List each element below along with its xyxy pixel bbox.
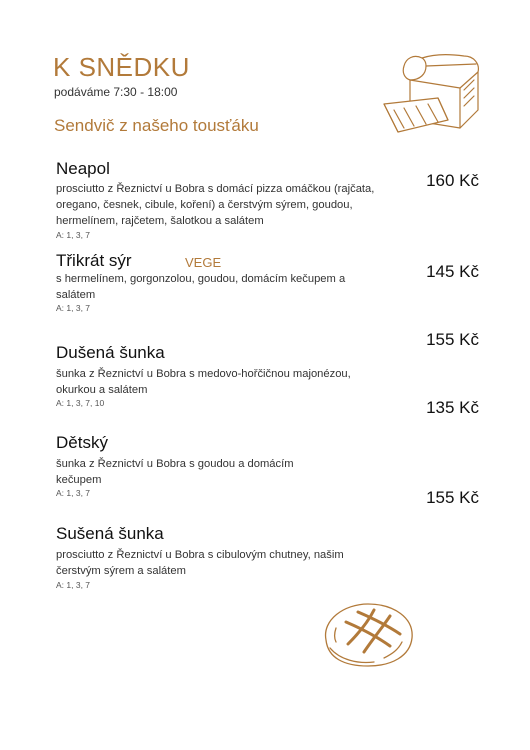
- menu-item-name: Dušená šunka: [56, 343, 165, 362]
- menu-item-allergens: A: 1, 3, 7: [56, 303, 91, 313]
- opening-hours: podáváme 7:30 - 18:00: [54, 85, 178, 99]
- section-title: Sendvič z našeho tousťáku: [54, 116, 259, 135]
- menu-item-name: Třikrát sýr: [56, 251, 132, 270]
- menu-item-allergens: A: 1, 3, 7: [56, 230, 91, 240]
- toast-loaf-icon: [380, 50, 490, 140]
- menu-item-price: 145 Kč: [426, 262, 479, 281]
- menu-item-price: 135 Kč: [426, 398, 479, 417]
- menu-item-name: Sušená šunka: [56, 524, 164, 543]
- menu-item-price: 160 Kč: [426, 171, 479, 190]
- bread-loaf-icon: [318, 598, 418, 670]
- page-title: K SNĚDKU: [53, 52, 190, 82]
- menu-item-name: Neapol: [56, 159, 110, 178]
- menu-item-description: prosciutto z Řeznictví u Bobra s cibulovým chutney, našim čerstvým sýrem a salátem: [56, 549, 344, 577]
- menu-item-price: 155 Kč: [426, 330, 479, 349]
- menu-item-allergens: A: 1, 3, 7, 10: [56, 398, 105, 408]
- menu-item-description: šunka z Řeznictví u Bobra s medovo-hořčičnou majonézou, okurkou a salátem: [56, 368, 351, 396]
- menu-item-name: Dětský: [56, 433, 108, 452]
- vege-badge: VEGE: [185, 255, 222, 270]
- menu-item-price: 155 Kč: [426, 488, 479, 507]
- menu-item-allergens: A: 1, 3, 7: [56, 580, 91, 590]
- menu-item-description: prosciutto z Řeznictví u Bobra s domácí pizza omáčkou (rajčata, oregano, česnek, cibule, koření) a čerstvým sýrem, goudou, hermelínem, rajčetem, šalotkou a salátem: [56, 183, 375, 227]
- menu-item-description: šunka z Řeznictví u Bobra s goudou a domácím kečupem: [56, 458, 294, 486]
- menu-item-allergens: A: 1, 3, 7: [56, 488, 91, 498]
- menu-item-description: s hermelínem, gorgonzolou, goudou, domácím kečupem a salátem: [56, 273, 346, 301]
